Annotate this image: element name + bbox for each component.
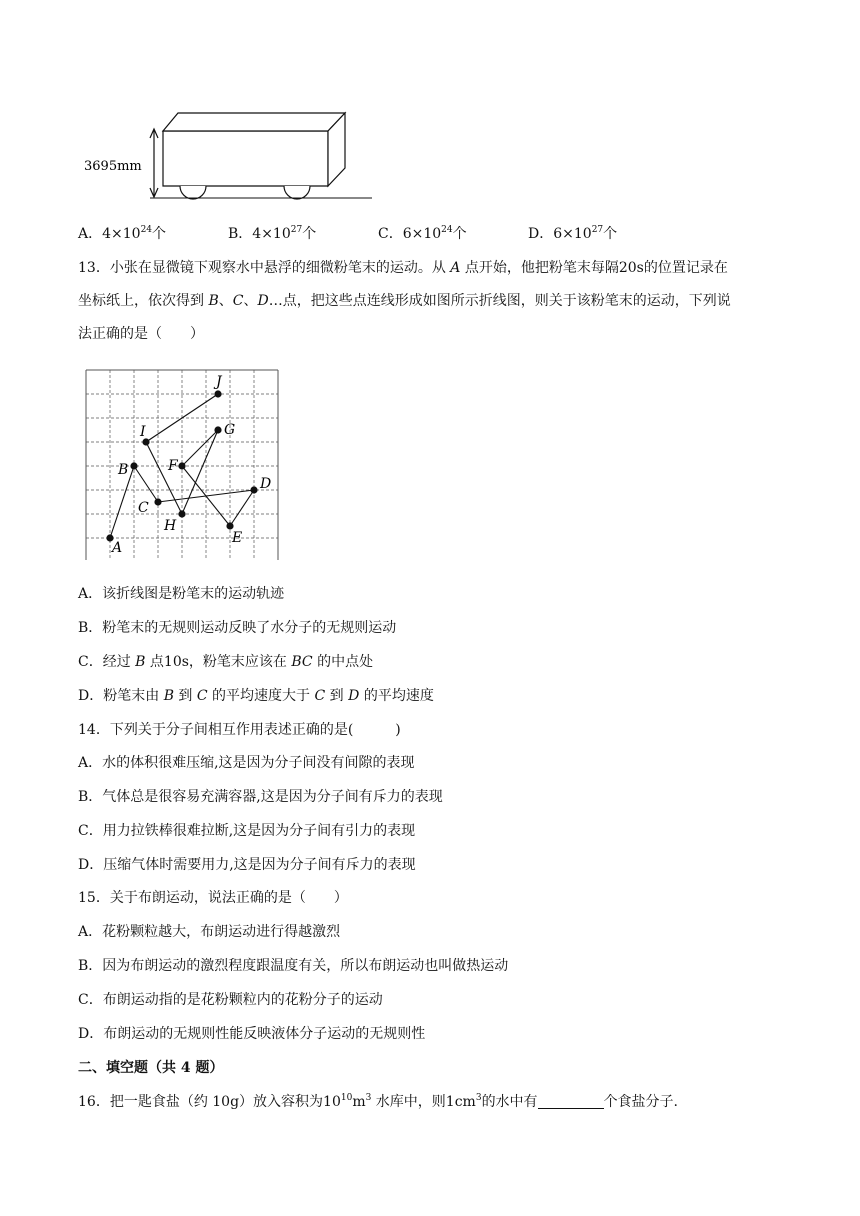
q12-option-a[interactable]: A．$4\times 10^{24}$个 — [78, 225, 167, 242]
q13-option-a[interactable]: A．该折线图是粉笔末的运动轨迹 — [78, 586, 285, 602]
point-label-J: J — [216, 374, 222, 390]
q15-stem: 15．关于布朗运动，说法正确的是（ ） — [78, 890, 348, 906]
q15-option-d[interactable]: D．布朗运动的无规则性能反映液体分子运动的无规则性 — [78, 1026, 426, 1042]
q13-grid-figure — [84, 368, 280, 560]
q14-option-b[interactable]: B．气体总是很容易充满容器,这是因为分子间有斥力的表现 — [78, 789, 443, 805]
point-label-D: D — [260, 476, 272, 492]
point-F — [178, 462, 185, 469]
point-H — [178, 510, 185, 517]
point-D — [250, 486, 257, 493]
q13-option-d[interactable]: D．粉笔末由 B 到 C 的平均速度大于 C 到 D 的平均速度 — [78, 688, 434, 704]
segment-DE — [230, 490, 254, 526]
point-C — [154, 498, 161, 505]
q12-option-b[interactable]: B．$4\times 10^{27}$个 — [228, 225, 317, 242]
point-J — [214, 390, 221, 397]
q13-option-b[interactable]: B．粉笔末的无规则运动反映了水分子的无规则运动 — [78, 620, 397, 636]
q13-option-c[interactable]: C．经过 B 点10s，粉笔末应该在 BC 的中点处 — [78, 654, 374, 670]
q12-option-c[interactable]: C．$6\times 10^{24}$个 — [378, 225, 467, 242]
q14-option-d[interactable]: D．压缩气体时需要用力,这是因为分子间有斥力的表现 — [78, 857, 416, 873]
point-label-E: E — [232, 530, 243, 546]
point-B — [130, 462, 137, 469]
point-label-A: A — [112, 540, 123, 556]
q15-option-a[interactable]: A．花粉颗粒越大，布朗运动进行得越激烈 — [78, 924, 341, 940]
q13-stem-line1: 13．小张在显微镜下观察水中悬浮的细微粉笔末的运动。从 A 点开始，他把粉笔末每隔20s的位置记录在 — [78, 260, 728, 276]
segment-HI — [146, 442, 182, 514]
height-label: 3695mm — [84, 159, 142, 174]
point-label-I: I — [140, 424, 146, 440]
segment-FG — [182, 430, 218, 466]
point-E — [226, 522, 233, 529]
truck-figure — [80, 106, 380, 202]
q15-option-b[interactable]: B．因为布朗运动的激烈程度跟温度有关，所以布朗运动也叫做热运动 — [78, 958, 509, 974]
q16-stem: 16．把一匙食盐（约 10g）放入容积为$10^{10}m^3$ 水库中，则$1cm^3$的水中有 个食盐分子. — [78, 1093, 679, 1110]
truck-wheel-front — [180, 186, 206, 199]
point-label-F: F — [168, 458, 178, 474]
point-label-G: G — [224, 422, 236, 438]
q14-option-a[interactable]: A．水的体积很难压缩,这是因为分子间没有间隙的表现 — [78, 755, 415, 771]
segment-BC — [134, 466, 158, 502]
q15-option-c[interactable]: C．布朗运动指的是花粉颗粒内的花粉分子的运动 — [78, 992, 383, 1008]
point-label-C: C — [138, 500, 149, 516]
point-G — [214, 426, 221, 433]
truck-box-top — [163, 113, 345, 131]
point-label-H: H — [164, 518, 177, 534]
q13-stem-line2: 坐标纸上，依次得到 B、C、D…点，把这些点连线形成如图所示折线图，则关于该粉笔末的运动，下列说 — [78, 293, 731, 309]
point-label-B: B — [118, 462, 129, 478]
q12-option-d[interactable]: D．$6\times 10^{27}$个 — [528, 225, 618, 242]
truck-box-front — [163, 131, 328, 186]
truck-wheel-rear — [284, 186, 310, 199]
q14-stem: 14．下列关于分子间相互作用表述正确的是( ) — [78, 722, 401, 738]
q13-stem-line3: 法正确的是（ ） — [78, 326, 204, 342]
q14-option-c[interactable]: C．用力拉铁棒很难拉断,这是因为分子间有引力的表现 — [78, 823, 416, 839]
q16-answer-blank[interactable] — [538, 1094, 604, 1109]
section-title: 二、填空题（共 4 题） — [78, 1060, 224, 1076]
